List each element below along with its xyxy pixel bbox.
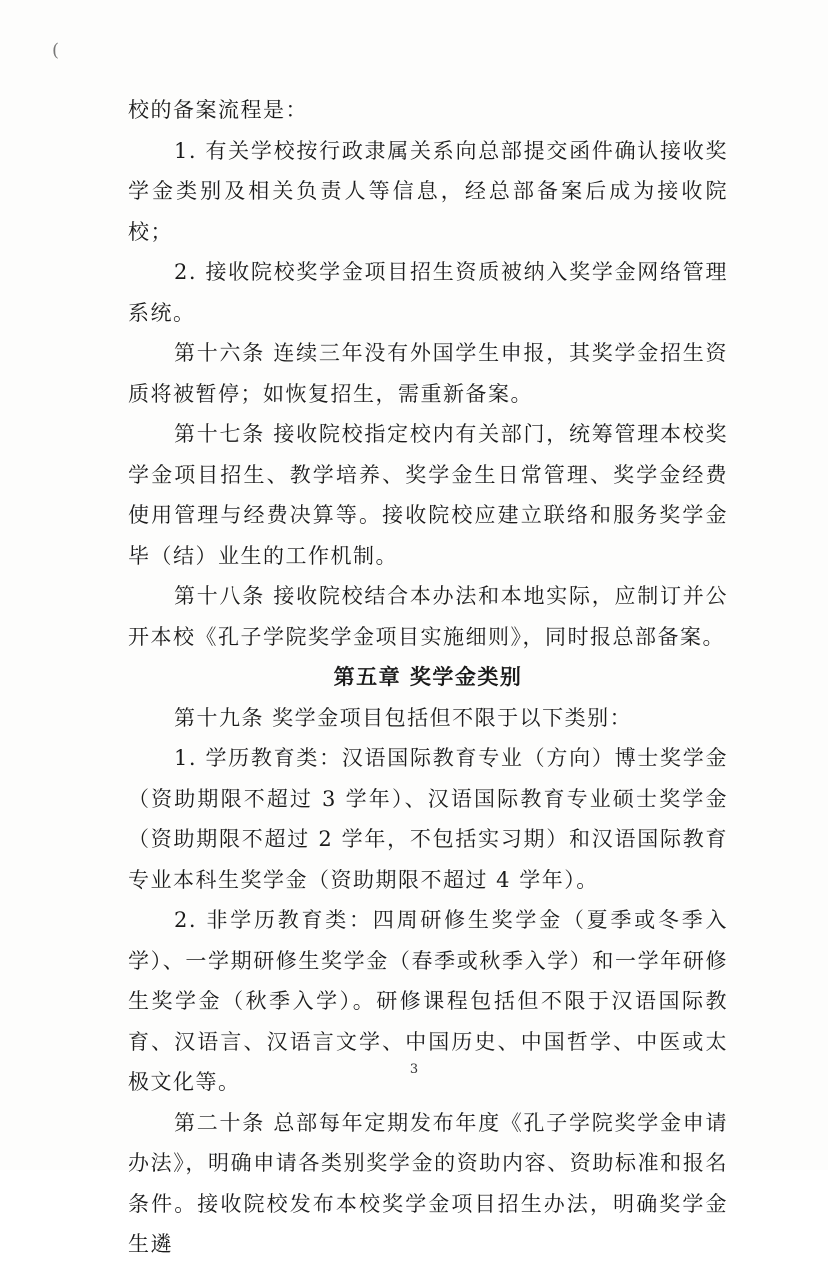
paragraph-item-1: 1. 有关学校按行政隶属关系向总部提交函件确认接收奖学金类别及相关负责人等信息，经总部备案后成为接收院校；	[128, 138, 728, 244]
paragraph-article-17: 第十七条 接收院校指定校内有关部门，统筹管理本校奖学金项目招生、教学培养、奖学金生日常管理、奖学金经费使用管理与经费决算等。接收院校应建立联络和服务奖学金毕（结）业生的工作机制。	[128, 422, 728, 568]
paragraph-article-19: 第十九条 奖学金项目包括但不限于以下类别：	[174, 705, 633, 730]
paragraph-item-2: 2. 接收院校奖学金项目招生资质被纳入奖学金网络管理系统。	[128, 260, 728, 325]
paragraph-degree-education: 1. 学历教育类：汉语国际教育专业（方向）博士奖学金（资助期限不超过 3 学年）、汉语国际教育专业硕士奖学金（资助期限不超过 2 学年，不包括实习期）和汉语国际教育专业本科生奖学金（资助期限不超过 4 学年）。	[128, 746, 728, 892]
paragraph-article-20: 第二十条 总部每年定期发布年度《孔子学院奖学金申请办法》，明确申请各类别奖学金的资助内容、资助标准和报名条件。接收院校发布本校奖学金项目招生办法，明确奖学金生遴	[128, 1110, 728, 1256]
paragraph-article-18: 第十八条 接收院校结合本办法和本地实际，应制订并公开本校《孔子学院奖学金项目实施细则》，同时报总部备案。	[128, 584, 728, 649]
paragraph-non-degree-education: 2. 非学历教育类：四周研修生奖学金（夏季或冬季入学）、一学期研修生奖学金（春季或秋季入学）和一学年研修生奖学金（秋季入学）。研修课程包括但不限于汉语国际教育、汉语言、汉语言文学、中国历史、中国哲学、中医或太极文化等。	[128, 908, 728, 1094]
page-number: 3	[409, 1062, 419, 1077]
document-body	[128, 90, 728, 1265]
margin-mark: (	[52, 40, 60, 61]
chapter-title: 第五章 奖学金类别	[333, 664, 523, 689]
paragraph-continuation: 校的备案流程是：	[128, 98, 308, 122]
paragraph-article-16: 第十六条 连续三年没有外国学生申报，其奖学金招生资质将被暂停；如恢复招生，需重新备案。	[128, 341, 728, 406]
